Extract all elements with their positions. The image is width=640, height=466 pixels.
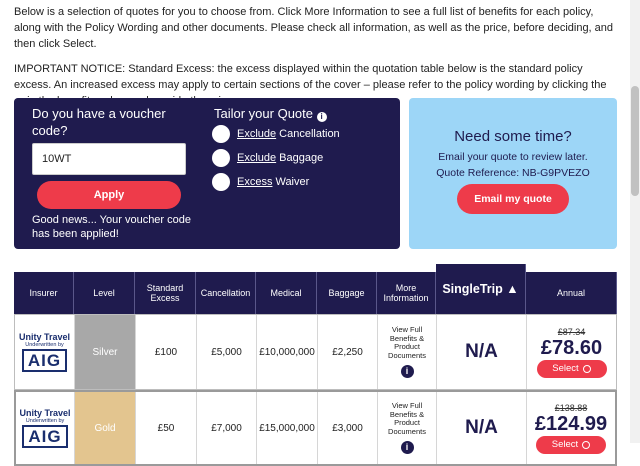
table-row	[14, 390, 617, 466]
exclude-baggage-option[interactable]	[212, 149, 323, 167]
voucher-panel	[14, 98, 400, 249]
level-cell: Gold	[75, 392, 136, 464]
old-price: £87.34	[557, 326, 586, 337]
excess-cell: £100	[136, 315, 197, 389]
view-benefits-link[interactable]: View Full Benefits & Product Documents	[388, 401, 426, 436]
singletrip-cell	[437, 392, 527, 464]
medical-cell: £15,000,000	[257, 392, 318, 464]
select-button[interactable]	[537, 360, 607, 378]
select-label: Select	[552, 363, 579, 374]
singletrip-price: N/A	[465, 417, 498, 438]
excess-cell: £50	[136, 392, 197, 464]
option-link[interactable]: Excess	[237, 176, 273, 188]
radio-circle-icon[interactable]	[212, 173, 230, 191]
need-time-panel	[409, 98, 617, 249]
brand-name: Unity Travel	[18, 331, 71, 342]
baggage-cell: £2,250	[318, 315, 378, 389]
option-label: Baggage	[279, 152, 324, 164]
aig-logo: AIG	[22, 349, 67, 372]
header-more-info: More Information	[377, 272, 436, 314]
header-singletrip-label: SingleTrip	[442, 282, 503, 296]
insurer-logo	[15, 315, 75, 389]
singletrip-price: N/A	[465, 341, 498, 362]
need-time-title: Need some time?	[454, 128, 572, 145]
apply-button[interactable]: Apply	[37, 181, 181, 209]
option-link[interactable]: Exclude	[237, 152, 277, 164]
select-button[interactable]	[536, 436, 606, 454]
voucher-code-input[interactable]	[32, 143, 186, 175]
header-annual: Annual	[526, 272, 617, 314]
exclude-cancellation-option[interactable]	[212, 125, 340, 143]
tailor-info-icon[interactable]: i	[317, 112, 327, 122]
medical-cell: £10,000,000	[257, 315, 318, 389]
header-level: Level	[74, 272, 135, 314]
header-singletrip-sort[interactable]	[436, 264, 526, 314]
sort-up-icon: ▲	[506, 282, 519, 296]
cancellation-cell: £7,000	[197, 392, 257, 464]
aig-logo: AIG	[22, 425, 67, 448]
old-price: £138.88	[554, 402, 588, 413]
notice-text-before: IMPORTANT NOTICE: Standard Excess: the excess displayed within the quotation table below is the standard policy excess. An increased excess may apply to certain sections of the cover – please refer to the policy wording by clicking the	[14, 63, 607, 91]
excess-waiver-option[interactable]	[212, 173, 309, 191]
view-benefits-link[interactable]: View Full Benefits & Product Documents	[388, 325, 426, 360]
quote-table	[14, 272, 617, 452]
tailor-title	[214, 106, 327, 122]
brand-name: Unity Travel	[19, 407, 71, 418]
voucher-question: Do you have a voucher code?	[32, 106, 166, 138]
level-cell: Silver	[75, 315, 136, 389]
header-baggage: Baggage	[317, 272, 377, 314]
insurer-logo	[16, 392, 75, 464]
header-medical: Medical	[256, 272, 317, 314]
select-label: Select	[551, 439, 579, 450]
radio-ring-icon	[583, 365, 591, 373]
scrollbar-thumb[interactable]	[631, 86, 639, 196]
email-later-text: Email your quote to review later.	[438, 151, 588, 163]
tailor-title-text: Tailor your Quote	[214, 106, 313, 121]
option-label: Waiver	[275, 176, 310, 188]
cancellation-cell: £5,000	[197, 315, 257, 389]
info-icon[interactable]: i	[401, 365, 414, 378]
radio-ring-icon	[582, 441, 590, 449]
header-cancellation: Cancellation	[196, 272, 256, 314]
radio-circle-icon[interactable]	[212, 149, 230, 167]
page-scrollbar[interactable]	[630, 0, 640, 443]
quote-reference: Quote Reference: NB-G9PVEZO	[436, 167, 590, 179]
annual-price: £124.99	[534, 412, 608, 435]
more-info-cell[interactable]	[378, 392, 437, 464]
option-link[interactable]: Exclude	[237, 128, 277, 140]
annual-cell	[527, 392, 615, 464]
annual-price: £78.60	[540, 336, 603, 359]
email-quote-button[interactable]: Email my quote	[457, 184, 569, 214]
voucher-success-message: Good news... Your voucher code has been applied!	[32, 214, 191, 240]
info-icon[interactable]: i	[401, 441, 414, 454]
underwritten-label: Underwritten by	[25, 341, 64, 348]
annual-cell	[527, 315, 616, 389]
header-excess: Standard Excess	[135, 272, 196, 314]
baggage-cell: £3,000	[318, 392, 378, 464]
singletrip-cell	[437, 315, 527, 389]
option-label: Cancellation	[279, 128, 340, 140]
underwritten-label: Underwritten by	[25, 417, 65, 424]
table-row	[14, 314, 617, 390]
radio-circle-icon[interactable]	[212, 125, 230, 143]
header-insurer: Insurer	[14, 272, 74, 314]
more-info-cell[interactable]	[378, 315, 437, 389]
intro-paragraph-1: Below is a selection of quotes for you to choose from. Click More Information to see a full list of benefits for each policy, along with the Policy Wording and other documents. Please check all information, as well as the price, before deciding, and then click Select.	[14, 6, 614, 50]
